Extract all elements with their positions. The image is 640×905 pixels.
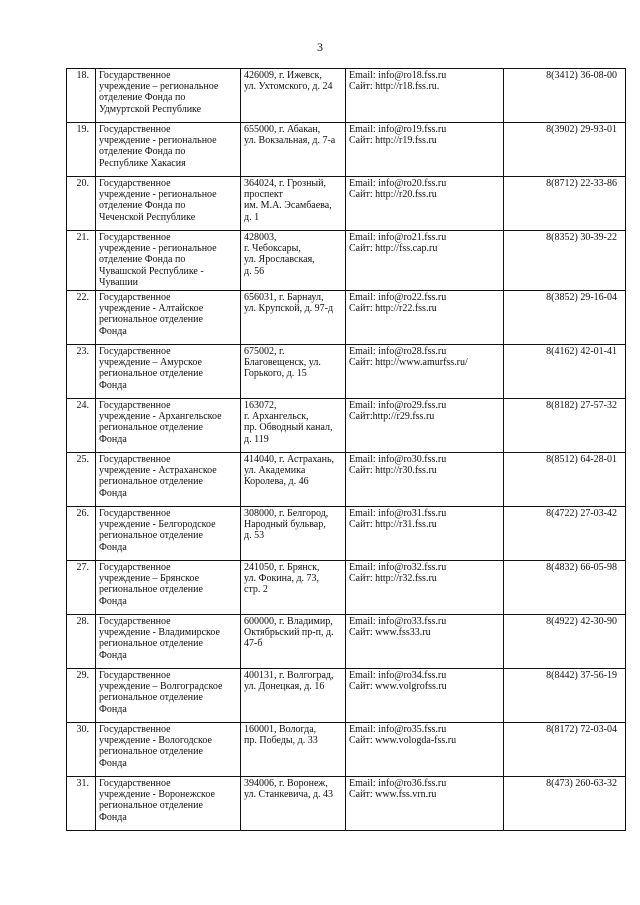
- phone-cell: 8(4722) 27-03-42: [504, 507, 626, 561]
- institution-name-cell: Государственное учреждение - Владимирское региональное отделение Фонда: [96, 615, 241, 669]
- contacts-cell: Email: info@ro21.fss.ru Сайт: http://fss.cap.ru: [346, 231, 504, 291]
- address-cell: 160001, Вологда, пр. Победы, д. 33: [241, 723, 346, 777]
- institution-name-cell: Государственное учреждение - Алтайское региональное отделение Фонда: [96, 291, 241, 345]
- contacts-cell: Email: info@ro30.fss.ru Сайт: http://r30.fss.ru: [346, 453, 504, 507]
- address-cell: 364024, г. Грозный, проспект им. М.А. Эсамбаева, д. 1: [241, 177, 346, 231]
- table-row: [67, 615, 626, 669]
- contacts-cell: Email: info@ro36.fss.ru Сайт: www.fss.vrn.ru: [346, 777, 504, 831]
- phone-cell: 8(8712) 22-33-86: [504, 177, 626, 231]
- phone-cell: 8(4832) 66-05-98: [504, 561, 626, 615]
- table-row: [67, 561, 626, 615]
- institution-name-cell: Государственное учреждение - Белгородское региональное отделение Фонда: [96, 507, 241, 561]
- institution-name-cell: Государственное учреждение – Амурское региональное отделение Фонда: [96, 345, 241, 399]
- institution-name-cell: Государственное учреждение - региональное отделение Фонда по Республике Хакасия: [96, 123, 241, 177]
- institution-name-cell: Государственное учреждение – Волгоградское региональное отделение Фонда: [96, 669, 241, 723]
- contacts-cell: Email: info@ro35.fss.ru Сайт: www.vologda-fss.ru: [346, 723, 504, 777]
- row-number-cell: 31.: [67, 777, 96, 831]
- contacts-cell: Email: info@ro20.fss.ru Сайт: http://r20.fss.ru: [346, 177, 504, 231]
- institution-name-cell: Государственное учреждение – региональное отделение Фонда по Удмуртской Республике: [96, 69, 241, 123]
- phone-cell: 8(8512) 64-28-01: [504, 453, 626, 507]
- address-cell: 655000, г. Абакан, ул. Вокзальная, д. 7-а: [241, 123, 346, 177]
- address-cell: 163072, г. Архангельск, пр. Обводный канал, д. 119: [241, 399, 346, 453]
- institution-name-cell: Государственное учреждение - Вологодское региональное отделение Фонда: [96, 723, 241, 777]
- row-number-cell: 22.: [67, 291, 96, 345]
- row-number-cell: 26.: [67, 507, 96, 561]
- row-number-cell: 28.: [67, 615, 96, 669]
- phone-cell: 8(3852) 29-16-04: [504, 291, 626, 345]
- row-number-cell: 25.: [67, 453, 96, 507]
- table-row: [67, 291, 626, 345]
- contacts-cell: Email: info@ro34.fss.ru Сайт: www.volgrofss.ru: [346, 669, 504, 723]
- institution-name-cell: Государственное учреждение - Астраханское региональное отделение Фонда: [96, 453, 241, 507]
- institution-name-cell: Государственное учреждение - Воронежское региональное отделение Фонда: [96, 777, 241, 831]
- phone-cell: 8(3902) 29-93-01: [504, 123, 626, 177]
- address-cell: 414040, г. Астрахань, ул. Академика Королева, д. 46: [241, 453, 346, 507]
- contacts-cell: Email: info@ro22.fss.ru Сайт: http://r22.fss.ru: [346, 291, 504, 345]
- table-row: [67, 669, 626, 723]
- table-row: [67, 723, 626, 777]
- row-number-cell: 29.: [67, 669, 96, 723]
- contacts-cell: Email: info@ro28.fss.ru Сайт: http://www.amurfss.ru/: [346, 345, 504, 399]
- institution-name-cell: Государственное учреждение - Архангельское региональное отделение Фонда: [96, 399, 241, 453]
- institution-name-cell: Государственное учреждение - региональное отделение Фонда по Чеченской Республике: [96, 177, 241, 231]
- row-number-cell: 19.: [67, 123, 96, 177]
- contacts-cell: Email: info@ro19.fss.ru Сайт: http://r19.fss.ru: [346, 123, 504, 177]
- address-cell: 308000, г. Белгород, Народный бульвар, д. 53: [241, 507, 346, 561]
- row-number-cell: 20.: [67, 177, 96, 231]
- table-row: [67, 69, 626, 123]
- address-cell: 675002, г. Благовещенск, ул. Горького, д. 15: [241, 345, 346, 399]
- phone-cell: 8(4162) 42-01-41: [504, 345, 626, 399]
- phone-cell: 8(3412) 36-08-00: [504, 69, 626, 123]
- phone-cell: 8(4922) 42-30-90: [504, 615, 626, 669]
- institution-name-cell: Государственное учреждение – Брянское региональное отделение Фонда: [96, 561, 241, 615]
- table-row: [67, 453, 626, 507]
- row-number-cell: 23.: [67, 345, 96, 399]
- address-cell: 400131, г. Волгоград, ул. Донецкая, д. 16: [241, 669, 346, 723]
- address-cell: 656031, г. Барнаул, ул. Крупской, д. 97-д: [241, 291, 346, 345]
- address-cell: 428003, г. Чебоксары, ул. Ярославская, д. 56: [241, 231, 346, 291]
- page-number: 3: [317, 40, 323, 54]
- address-cell: 394006, г. Воронеж, ул. Станкевича, д. 43: [241, 777, 346, 831]
- contacts-cell: Email: info@ro29.fss.ru Сайт:http://r29.fss.ru: [346, 399, 504, 453]
- contacts-cell: Email: info@ro18.fss.ru Сайт: http://r18.fss.ru.: [346, 69, 504, 123]
- phone-cell: 8(8442) 37-56-19: [504, 669, 626, 723]
- phone-cell: 8(8352) 30-39-22: [504, 231, 626, 291]
- address-cell: 600000, г. Владимир, Октябрьский пр-п, д. 47-б: [241, 615, 346, 669]
- table-row: [67, 123, 626, 177]
- row-number-cell: 30.: [67, 723, 96, 777]
- address-cell: 241050, г. Брянск, ул. Фокина, д. 73, стр. 2: [241, 561, 346, 615]
- contacts-cell: Email: info@ro32.fss.ru Сайт: http://r32.fss.ru: [346, 561, 504, 615]
- row-number-cell: 18.: [67, 69, 96, 123]
- table-row: [67, 399, 626, 453]
- row-number-cell: 27.: [67, 561, 96, 615]
- phone-cell: 8(8172) 72-03-04: [504, 723, 626, 777]
- row-number-cell: 21.: [67, 231, 96, 291]
- contacts-cell: Email: info@ro33.fss.ru Сайт: www.fss33.ru: [346, 615, 504, 669]
- table-row: [67, 777, 626, 831]
- row-number-cell: 24.: [67, 399, 96, 453]
- table-row: [67, 345, 626, 399]
- table-row: [67, 177, 626, 231]
- table-row: [67, 507, 626, 561]
- institution-name-cell: Государственное учреждение - региональное отделение Фонда по Чувашской Республике - Чувашии: [96, 231, 241, 291]
- address-cell: 426009, г. Ижевск, ул. Ухтомского, д. 24: [241, 69, 346, 123]
- table-row: [67, 231, 626, 291]
- contacts-cell: Email: info@ro31.fss.ru Сайт: http://r31.fss.ru: [346, 507, 504, 561]
- phone-cell: 8(473) 260-63-32: [504, 777, 626, 831]
- regional-offices-table: [66, 68, 626, 831]
- phone-cell: 8(8182) 27-57-32: [504, 399, 626, 453]
- table-body: [67, 69, 626, 831]
